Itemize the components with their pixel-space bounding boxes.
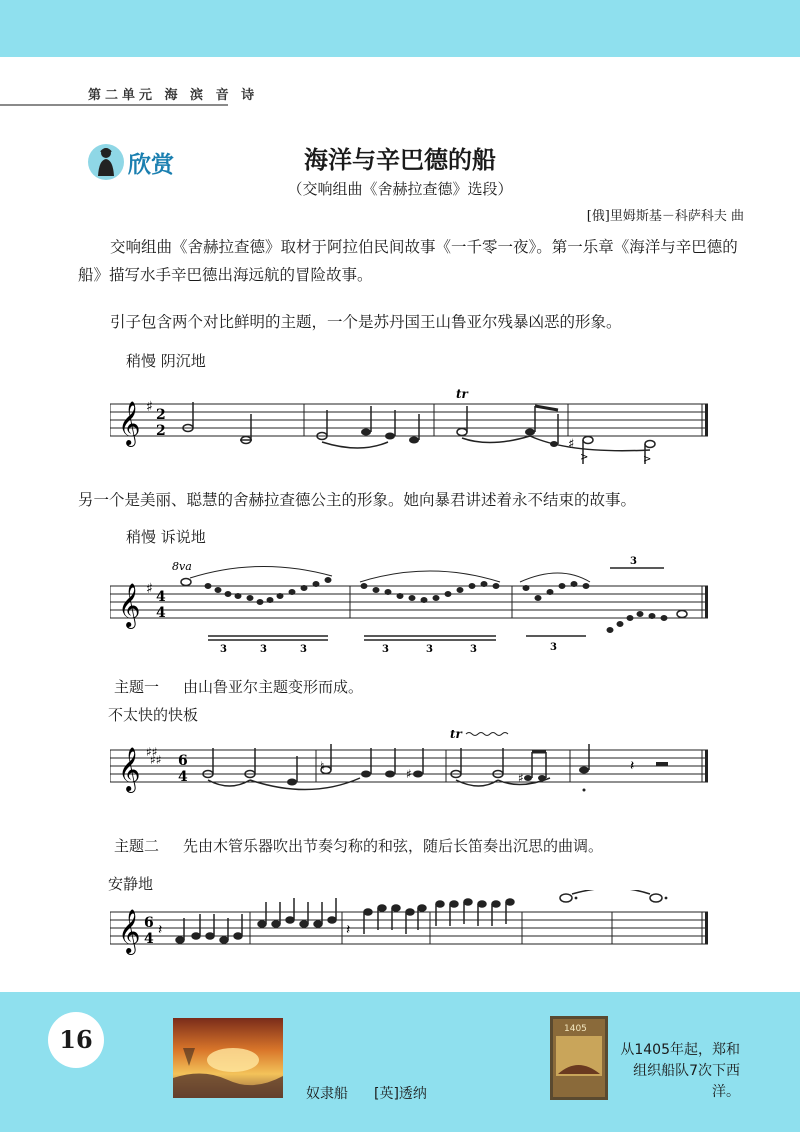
unit-header: 第二单元 海 滨 音 诗	[88, 88, 259, 103]
theme-two-line	[114, 835, 603, 856]
theme-two-label: 主题二	[114, 837, 160, 855]
zheng-he-note: 从1405年起，郑和组织船队7次下西洋。	[620, 1042, 740, 1100]
rest-icon: 𝄽	[158, 922, 163, 938]
trill-mark: tr	[450, 730, 462, 741]
tempo-marking-1: 稍慢 阴沉地	[126, 352, 206, 370]
treble-clef-icon: 𝄞	[118, 909, 141, 953]
painting-artist: [英]透纳	[374, 1086, 427, 1102]
triplet-mark: 3	[300, 644, 307, 655]
triplet-mark: 3	[470, 644, 477, 655]
sharp-icon: ♯	[406, 767, 412, 781]
tempo-marking-4: 安静地	[108, 875, 154, 893]
painting-caption	[306, 1083, 427, 1103]
score-theme-one	[110, 730, 710, 810]
zheng-he-book-cover	[550, 1016, 608, 1100]
sharp-icon: ♯	[518, 771, 524, 785]
triplet-mark: 3	[260, 644, 267, 655]
page-number: 16	[48, 1012, 104, 1068]
badge-label: 欣赏	[128, 151, 174, 178]
time-sig-bottom: 4	[156, 605, 166, 621]
slave-ship-painting	[173, 1018, 283, 1098]
time-sig-top: 2	[156, 407, 166, 423]
score-princess-theme	[110, 556, 710, 656]
octave-mark: 8va	[172, 560, 192, 573]
sharp-icon: ♯	[568, 437, 575, 452]
score-theme-two	[110, 890, 710, 960]
top-band	[0, 0, 800, 57]
sharp-icon: ♯	[146, 399, 153, 415]
tempo-marking-2: 稍慢 诉说地	[126, 528, 206, 546]
sharp-icon: ♯♯	[150, 753, 162, 767]
princess-paragraph: 另一个是美丽、聪慧的舍赫拉查德公主的形象。她向暴君讲述着永不结束的故事。	[78, 491, 637, 509]
piece-title: 海洋与辛巴德的船	[304, 146, 496, 174]
rest-icon: 𝄽	[630, 758, 635, 774]
theme-one-line	[114, 676, 363, 697]
trill-mark: tr	[456, 387, 468, 401]
triplet-mark: 3	[550, 642, 557, 653]
treble-clef-icon: 𝄞	[118, 747, 141, 791]
sharp-icon: ♯♯	[146, 745, 158, 759]
theme-two-text: 先由木管乐器吹出节奏匀称的和弦，随后长笛奏出沉思的曲调。	[183, 837, 604, 855]
composer-credit: [俄]里姆斯基－科萨科夫 曲	[586, 209, 744, 224]
header-rule	[0, 104, 228, 106]
book-year-label: 1405	[564, 1024, 587, 1034]
triplet-mark: 3	[220, 644, 227, 655]
time-sig-bottom: 4	[178, 769, 188, 785]
prelude-paragraph: 引子包含两个对比鲜明的主题，一个是苏丹国王山鲁亚尔残暴凶恶的形象。	[110, 313, 622, 331]
time-sig-bottom: 2	[156, 423, 166, 439]
accent-icon: >	[643, 454, 652, 464]
rest-icon: 𝄽	[346, 922, 351, 938]
time-sig-top: 6	[178, 753, 188, 769]
sharp-icon: ♮	[320, 759, 325, 773]
triplet-mark: 3	[426, 644, 433, 655]
sharp-icon: ♯	[146, 581, 153, 597]
time-sig-bottom: 4	[144, 931, 154, 947]
treble-clef-icon: 𝄞	[118, 583, 141, 627]
time-sig-top: 6	[144, 915, 154, 931]
triplet-mark: 3	[630, 556, 637, 567]
triplet-mark: 3	[382, 644, 389, 655]
theme-one-text: 由山鲁亚尔主题变形而成。	[183, 678, 364, 696]
theme-one-label: 主题一	[114, 678, 160, 696]
time-sig-top: 4	[156, 589, 166, 605]
intro-paragraph: 交响组曲《舍赫拉查德》取材于阿拉伯民间故事《一千零一夜》。第一乐章《海洋与辛巴德的船》描写水手辛巴德出海远航的冒险故事。	[78, 238, 738, 284]
tempo-marking-3: 不太快的快板	[108, 706, 199, 724]
accent-icon: >	[580, 452, 589, 463]
piece-subtitle: （交响组曲《舍赫拉查德》选段）	[287, 180, 513, 198]
trill-wave	[466, 733, 508, 736]
painting-title: 奴隶船	[306, 1086, 348, 1102]
treble-clef-icon: 𝄞	[118, 401, 141, 445]
score-sultan-theme	[110, 384, 710, 464]
